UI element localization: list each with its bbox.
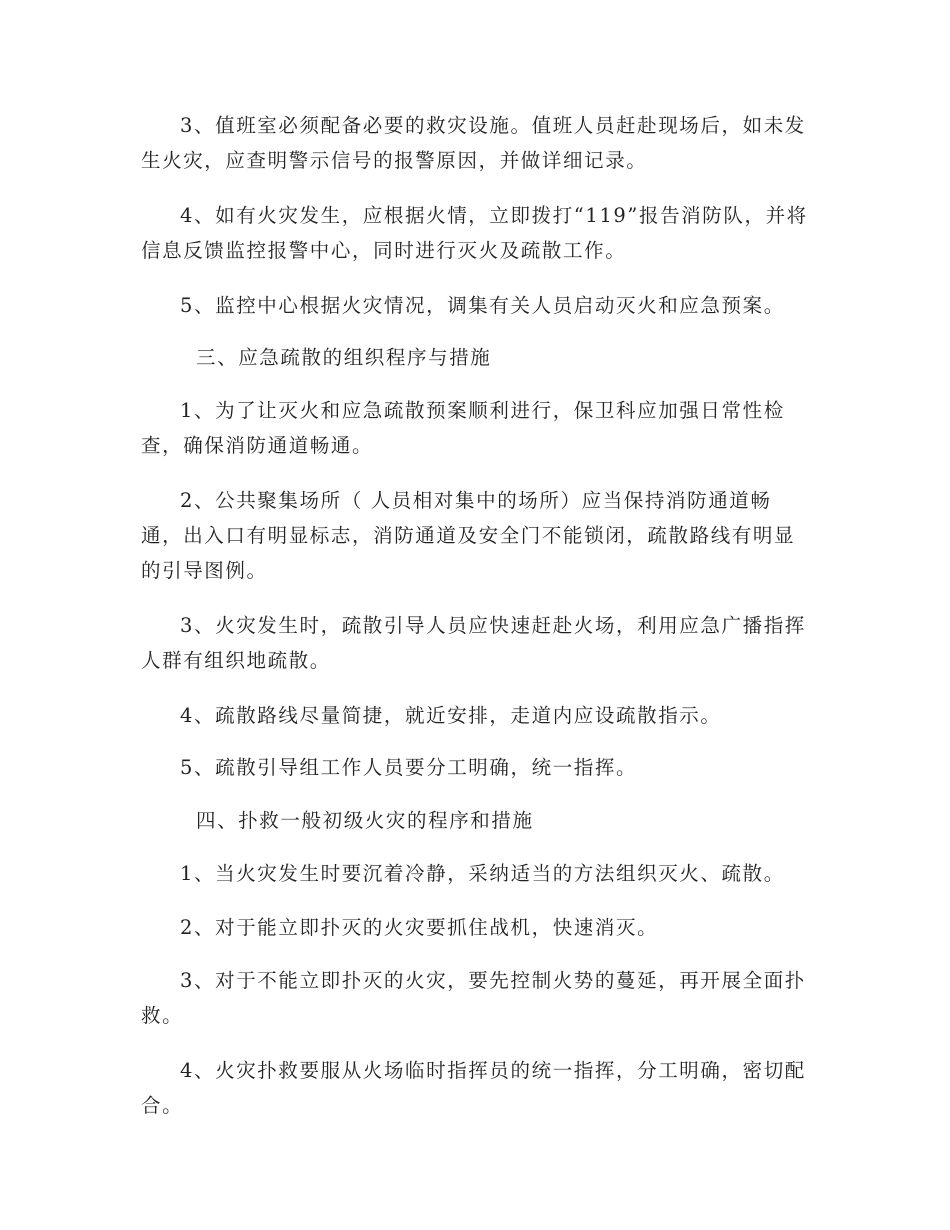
paragraph-report-fire: 4、如有火灾发生，应根据火情，立即拨打“119”报告消防队，并将信息反馈监控报警中心，同时进行灭火及疏散工作。 [141, 204, 808, 262]
paragraph-evacuation-plan: 1、为了让灭火和应急疏散预案顺利进行，保卫科应加强日常性检查，确保消防通道畅通。 [141, 399, 785, 457]
paragraph-guide-personnel: 3、火灾发生时，疏散引导人员应快速赶赴火场，利用应急广播指挥人群有组织地疏散。 [141, 614, 806, 672]
paragraph-public-venues: 2、公共聚集场所（ 人员相对集中的场所）应当保持消防通道畅通，出入口有明显标志，消防通道及安全门不能锁闭，疏散路线有明显的引导图例。 [141, 489, 796, 582]
section-heading-firefighting: 四、扑救一般初级火灾的程序和措施 [196, 809, 534, 832]
paragraph-evacuation-route: 4、疏散路线尽量简捷，就近安排，走道内应设疏散指示。 [180, 704, 722, 727]
paragraph-extinguish-quickly: 2、对于能立即扑灭的火灾要抓住战机，快速消灭。 [180, 916, 659, 939]
paragraph-monitoring-center: 5、监控中心根据火灾情况，调集有关人员启动灭火和应急预案。 [180, 294, 785, 317]
paragraph-control-spread: 3、对于不能立即扑灭的火灾，要先控制火势的蔓延，再开展全面扑救。 [141, 969, 806, 1027]
paragraph-obey-command: 4、火灾扑救要服从火场临时指挥员的统一指挥，分工明确，密切配合。 [141, 1059, 806, 1117]
paragraph-guide-team: 5、疏散引导组工作人员要分工明确，统一指挥。 [180, 756, 638, 779]
paragraph-duty-room-equipment: 3、值班室必须配备必要的救灾设施。值班人员赶赴现场后，如未发生火灾，应查明警示信号的报警原因，并做详细记录。 [141, 114, 806, 172]
paragraph-stay-calm: 1、当火灾发生时要沉着冷静，采纳适当的方法组织灭火、疏散。 [180, 862, 785, 885]
section-heading-evacuation: 三、应急疏散的组织程序与措施 [196, 346, 492, 369]
